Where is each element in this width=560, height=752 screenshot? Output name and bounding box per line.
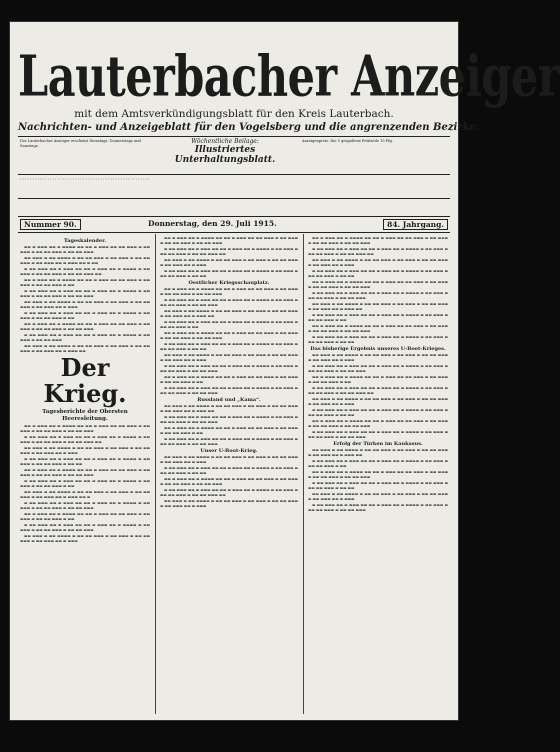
info-right: Anzeigenpreis: Die 5 gespaltene Petitzeile 15 Pfg.	[302, 139, 393, 143]
column-heading: Oestlicher Kriegsschauplatz.	[188, 280, 270, 286]
info-left: Der Lauterbacher Anzeiger erscheint Dienstags, Donnerstags und Samstags.	[20, 139, 141, 148]
war-subheadline: Tagesberichte der Obersten Heeresleitung.	[42, 409, 128, 422]
divider	[18, 198, 450, 199]
date-bar	[18, 218, 450, 230]
beilage-label: Wöchentliche Beilage:	[191, 138, 259, 145]
column-heading: Unser U-Boot-Krieg.	[200, 448, 258, 454]
column-heading: Russland und „Kama“.	[197, 397, 261, 403]
masthead-title: Lauterbacher Anzeiger	[18, 44, 560, 110]
column-middle: ▬▬ ▬ ▬▬▬ ▬▬ ▬ ▬▬▬▬ ▬▬ ▬▬ ▬ ▬▬▬ ▬▬ ▬▬ ▬▬▬ ▬ ▬▬ ▬▬▬ ▬ ▬▬ ▬▬ ▬▬▬ ▬ ▬▬ ▬▬ ▬▬▬ ▬ ▬▬ ▬▬▬ ▬▬ ▬ ▬▬▬ ▬▬ ▬▬ ▬ ▬▬▬ ▬▬ ▬ ▬▬▬▬ ▬ ▬▬ ▬▬▬ ▬ ▬▬ ▬▬ ▬▬▬ ▬ ▬▬ ▬▬ ▬▬▬ ▬▬ ▬▬ ▬▬▬ ▬ ▬▬ ▬▬▬▬ ▬ ▬▬ ▬▬ ▬▬▬ ▬ ▬▬ ▬▬▬ ▬ ▬▬ ▬▬ ▬▬▬ ▬ ▬▬ ▬▬▬ ▬▬ ▬ ▬▬▬ ▬ ▬▬ ▬▬▬ ▬▬ ▬ ▬▬▬ ▬▬ ▬▬ ▬ ▬▬▬ ▬▬ ▬ ▬▬▬▬ ▬ ▬▬ ▬▬▬ ▬ ▬▬ ▬▬ ▬▬▬ ▬ ▬▬ ▬▬ Oestlicher Kriegsschauplatz. ▬▬ ▬ ▬▬▬ ▬▬ ▬ ▬▬▬▬ ▬▬ ▬▬ ▬ ▬▬▬ ▬▬ ▬▬ ▬▬▬ ▬ ▬▬ ▬▬▬ ▬ ▬▬ ▬▬ ▬▬▬ ▬ ▬▬ ▬▬ ▬▬▬ ▬ ▬▬ ▬▬▬ ▬▬ ▬ ▬▬▬ ▬▬ ▬▬ ▬ ▬▬▬ ▬▬ ▬ ▬▬▬▬ ▬ ▬▬ ▬▬▬ ▬ ▬▬ ▬▬ ▬▬▬ ▬ ▬▬ ▬▬ ▬▬▬ ▬▬ ▬▬▬ ▬ ▬▬ ▬▬▬▬ ▬ ▬▬ ▬▬ ▬▬▬ ▬ ▬▬ ▬▬▬ ▬ ▬▬ ▬▬ ▬▬▬ ▬ ▬▬ ▬▬▬ ▬▬ ▬ ▬▬▬ ▬▬ ▬ ▬▬ ▬▬▬ ▬▬ ▬ ▬▬▬ ▬▬ ▬▬ ▬ ▬▬▬ ▬▬ ▬ ▬▬▬▬ ▬ ▬▬ ▬▬▬ ▬ ▬▬ ▬▬ ▬▬▬ ▬ ▬▬ ▬▬ ▬ ▬▬▬ ▬▬ ▬ ▬▬▬▬ ▬▬ ▬▬ ▬ ▬▬▬ ▬▬ ▬▬ ▬▬▬ ▬ ▬▬ ▬▬▬ ▬ ▬▬ ▬▬ ▬▬▬ ▬ ▬▬ ▬▬ ▬▬▬ ▬ ▬▬ ▬▬▬ ▬▬ ▬ ▬▬▬ ▬▬ ▬▬ ▬ ▬▬▬ ▬▬ ▬ ▬▬▬▬ ▬ ▬▬ ▬▬▬ ▬ ▬▬ ▬▬ ▬▬▬ ▬ ▬▬ ▬▬ ▬▬ ▬▬▬ ▬ ▬▬ ▬▬▬▬ ▬ ▬▬ ▬▬ ▬▬▬ ▬ ▬▬ ▬▬▬ ▬ ▬▬ ▬▬ ▬▬▬ ▬ ▬▬ ▬▬▬ ▬▬ ▬ ▬▬▬ ▬ ▬▬ ▬▬▬ ▬▬ ▬ ▬▬▬ ▬▬ ▬▬ ▬ ▬▬▬ ▬▬ ▬ ▬▬▬▬ ▬ ▬▬ ▬▬▬ ▬ ▬▬ ▬▬ ▬▬▬ ▬ ▬▬ ▬▬ ▬▬▬ ▬▬ ▬ ▬▬▬ ▬▬ ▬ ▬▬▬▬ ▬▬ ▬▬ ▬ ▬▬▬ ▬▬ ▬▬ ▬▬▬ ▬ ▬▬ ▬▬▬ ▬ ▬▬ ▬▬ ▬▬▬ ▬ ▬▬ ▬ ▬▬ ▬▬▬ ▬▬ ▬ ▬▬▬ ▬▬ ▬▬ ▬ ▬▬▬ ▬▬ ▬ ▬▬▬▬ ▬ ▬▬ ▬▬▬ ▬ ▬▬ ▬▬ ▬▬▬ ▬ ▬▬ ▬▬ ▬▬▬ Russland und „Kama“. ▬▬ ▬▬▬ ▬ ▬▬ ▬▬▬▬ ▬ ▬▬ ▬▬ ▬▬▬ ▬ ▬▬ ▬▬▬ ▬ ▬▬ ▬▬ ▬▬▬ ▬ ▬▬ ▬▬▬ ▬▬ ▬ ▬▬▬ ▬▬ ▬ ▬▬ ▬▬▬ ▬▬ ▬ ▬▬▬ ▬▬ ▬▬ ▬ ▬▬▬ ▬▬ ▬ ▬▬▬▬ ▬ ▬▬ ▬▬▬ ▬ ▬▬ ▬▬ ▬▬▬ ▬ ▬▬ ▬▬ ▬▬▬ ▬▬ ▬ ▬▬▬ ▬▬ ▬ ▬▬▬▬ ▬▬ ▬▬ ▬ ▬▬▬ ▬▬ ▬▬ ▬▬▬ ▬ ▬▬ ▬▬▬ ▬ ▬▬ ▬▬ ▬▬▬ ▬ ▬▬ ▬ ▬▬ ▬▬▬ ▬▬ ▬ ▬▬▬ ▬▬ ▬▬ ▬ ▬▬▬ ▬▬ ▬ ▬▬▬▬ ▬ ▬▬ ▬▬▬ ▬ ▬▬ ▬▬ ▬▬▬ ▬ ▬▬ ▬▬ ▬▬▬ Unser U-Boot-Krieg. ▬▬ ▬▬▬ ▬ ▬▬ ▬▬▬▬ ▬ ▬▬ ▬▬ ▬▬▬ ▬ ▬▬ ▬▬▬ ▬ ▬▬ ▬▬ ▬▬▬ ▬ ▬▬ ▬▬▬ ▬▬ ▬ ▬▬▬ ▬ ▬▬ ▬▬▬ ▬▬ ▬ ▬▬▬ ▬▬ ▬▬ ▬ ▬▬▬ ▬▬ ▬ ▬▬▬▬ ▬ ▬▬ ▬▬▬ ▬ ▬▬ ▬▬ ▬▬▬ ▬ ▬▬ ▬▬ ▬▬ ▬ ▬▬▬ ▬▬ ▬ ▬▬▬▬ ▬▬ ▬▬ ▬ ▬▬▬ ▬▬ ▬▬ ▬▬▬ ▬ ▬▬ ▬▬▬ ▬ ▬▬ ▬▬ ▬▬▬ ▬ ▬▬ ▬▬ ▬▬▬ ▬ ▬▬ ▬▬▬ ▬▬ ▬ ▬▬▬ ▬▬ ▬▬ ▬ ▬▬▬ ▬▬ ▬ ▬▬▬▬ ▬ ▬▬ ▬▬▬ ▬ ▬▬ ▬▬ ▬▬▬ ▬ ▬▬ ▬▬ ▬▬▬ ▬▬ ▬▬ ▬▬▬ ▬ ▬▬ ▬▬▬▬ ▬ ▬▬ ▬▬ ▬▬▬ ▬ ▬▬ ▬▬▬ ▬ ▬▬ ▬▬ ▬▬▬ ▬ ▬▬ ▬▬▬ ▬▬ ▬ ▬▬▬	[160, 236, 298, 508]
column-left: Tageskalender. ▬▬ ▬ ▬▬▬ ▬▬ ▬ ▬▬▬▬ ▬▬ ▬▬ ▬ ▬▬▬ ▬▬ ▬▬ ▬▬▬ ▬ ▬▬ ▬▬▬ ▬ ▬▬ ▬▬ ▬▬▬ ▬ ▬▬ ▬▬ ▬▬▬ ▬▬ ▬▬▬ ▬ ▬▬ ▬▬▬▬ ▬ ▬▬ ▬▬ ▬▬▬ ▬ ▬▬ ▬▬▬ ▬ ▬▬ ▬▬ ▬▬▬ ▬ ▬▬ ▬▬▬ ▬▬ ▬ ▬▬▬ ▬▬ ▬ ▬▬ ▬ ▬▬ ▬▬▬ ▬▬ ▬ ▬▬▬ ▬▬ ▬▬ ▬ ▬▬▬ ▬▬ ▬ ▬▬▬▬ ▬ ▬▬ ▬▬▬ ▬ ▬▬ ▬▬ ▬▬▬ ▬ ▬▬ ▬▬ ▬▬▬ ▬▬ ▬▬ ▬ ▬▬▬ ▬▬ ▬ ▬▬▬▬ ▬▬ ▬▬ ▬ ▬▬▬ ▬▬ ▬▬ ▬▬▬ ▬ ▬▬ ▬▬▬ ▬ ▬▬ ▬▬ ▬▬▬ ▬ ▬▬ ▬ ▬▬ ▬▬▬ ▬▬ ▬ ▬▬▬ ▬▬ ▬▬ ▬ ▬▬▬ ▬▬ ▬ ▬▬▬▬ ▬ ▬▬ ▬▬▬ ▬ ▬▬ ▬▬ ▬▬▬ ▬ ▬▬ ▬▬ ▬▬▬ ▬▬ ▬▬▬ ▬ ▬▬ ▬▬▬▬ ▬ ▬▬ ▬▬ ▬▬▬ ▬ ▬▬ ▬▬▬ ▬ ▬▬ ▬▬ ▬▬▬ ▬ ▬▬ ▬▬▬ ▬▬ ▬ ▬▬▬ ▬ ▬▬ ▬▬▬ ▬▬ ▬ ▬▬▬ ▬▬ ▬▬ ▬ ▬▬▬ ▬▬ ▬ ▬▬▬▬ ▬ ▬▬ ▬▬▬ ▬ ▬▬ ▬▬ ▬▬▬ ▬ ▬▬ ▬▬ ▬ ▬▬▬ ▬▬ ▬ ▬▬▬▬ ▬▬ ▬▬ ▬ ▬▬▬ ▬▬ ▬▬ ▬▬▬ ▬ ▬▬ ▬▬▬ ▬ ▬▬ ▬▬ ▬▬▬ ▬ ▬▬ ▬▬ ▬▬▬ ▬ ▬▬ ▬▬▬ ▬▬ ▬ ▬▬▬ ▬▬ ▬▬ ▬ ▬▬▬ ▬▬ ▬ ▬▬▬▬ ▬ ▬▬ ▬▬▬ ▬ ▬▬ ▬▬ ▬▬▬ ▬▬ ▬▬▬ ▬ ▬▬ ▬▬▬▬ ▬ ▬▬ ▬▬ ▬▬▬ ▬ ▬▬ ▬▬▬ ▬ ▬▬ ▬▬ ▬▬▬ ▬ ▬▬ ▬▬▬ ▬▬ ▬ ▬▬▬ ▬▬ Der Krieg. Tagesberichte der Obersten Heeresleitung. ▬▬ ▬ ▬▬▬ ▬▬ ▬ ▬▬▬▬ ▬▬ ▬▬ ▬ ▬▬▬ ▬▬ ▬▬ ▬▬▬ ▬ ▬▬ ▬▬▬ ▬ ▬▬ ▬▬ ▬▬▬ ▬ ▬▬ ▬▬ ▬▬▬ ▬ ▬▬ ▬▬▬ ▬▬ ▬ ▬▬▬ ▬▬ ▬▬ ▬ ▬▬▬ ▬▬ ▬ ▬▬▬▬ ▬ ▬▬ ▬▬▬ ▬ ▬▬ ▬▬ ▬▬▬ ▬ ▬▬ ▬▬ ▬▬▬ ▬▬ ▬▬ ▬▬▬ ▬ ▬▬ ▬▬▬▬ ▬ ▬▬ ▬▬ ▬▬▬ ▬ ▬▬ ▬▬▬ ▬ ▬▬ ▬▬ ▬▬▬ ▬ ▬▬ ▬▬▬ ▬▬ ▬ ▬▬▬ ▬ ▬▬ ▬▬▬ ▬▬ ▬ ▬▬▬ ▬▬ ▬▬ ▬ ▬▬▬ ▬▬ ▬ ▬▬▬▬ ▬ ▬▬ ▬▬▬ ▬ ▬▬ ▬▬ ▬▬▬ ▬ ▬▬ ▬▬ ▬▬ ▬ ▬▬▬ ▬▬ ▬ ▬▬▬▬ ▬▬ ▬▬ ▬ ▬▬▬ ▬▬ ▬▬ ▬▬▬ ▬ ▬▬ ▬▬▬ ▬ ▬▬ ▬▬ ▬▬▬ ▬ ▬▬ ▬▬ ▬▬▬ ▬ ▬▬ ▬▬▬ ▬▬ ▬ ▬▬▬ ▬▬ ▬▬ ▬ ▬▬▬ ▬▬ ▬ ▬▬▬▬ ▬ ▬▬ ▬▬▬ ▬ ▬▬ ▬▬ ▬▬▬ ▬ ▬▬ ▬▬ ▬▬▬ ▬ ▬▬ ▬▬▬▬ ▬ ▬▬ ▬▬ ▬▬▬ ▬ ▬▬ ▬▬▬ ▬ ▬▬ ▬▬ ▬▬▬ ▬ ▬▬ ▬▬▬ ▬▬ ▬ ▬▬▬ ▬▬ ▬ ▬ ▬▬ ▬▬▬ ▬▬ ▬ ▬▬▬ ▬▬ ▬▬ ▬ ▬▬▬ ▬▬ ▬ ▬▬▬▬ ▬ ▬▬ ▬▬▬ ▬ ▬▬ ▬▬ ▬▬▬ ▬ ▬▬ ▬▬ ▬▬▬ ▬▬ ▬ ▬▬▬ ▬▬ ▬ ▬▬▬▬ ▬▬ ▬▬ ▬ ▬▬▬ ▬▬ ▬▬ ▬▬▬ ▬ ▬▬ ▬▬▬ ▬ ▬▬ ▬▬ ▬▬▬ ▬ ▬▬ ▬ ▬▬ ▬▬▬ ▬▬ ▬ ▬▬▬ ▬▬ ▬▬ ▬ ▬▬▬ ▬▬ ▬ ▬▬▬▬ ▬ ▬▬ ▬▬▬ ▬ ▬▬ ▬▬ ▬▬▬ ▬ ▬▬ ▬▬ ▬▬▬ ▬▬ ▬▬▬ ▬ ▬▬ ▬▬▬▬ ▬ ▬▬ ▬▬ ▬▬▬ ▬ ▬▬ ▬▬▬ ▬ ▬▬ ▬▬ ▬▬▬ ▬ ▬▬ ▬▬▬ ▬▬ ▬ ▬▬▬	[20, 238, 150, 543]
column-heading: Das bisherige Ergebnis unseres U-Boot-Krieges.	[310, 346, 446, 352]
column-divider	[303, 234, 304, 714]
issue-date: Donnerstag, den 29. Juli 1915.	[148, 219, 277, 228]
column-heading: Erfolg der Türken im Kaukasus.	[333, 441, 423, 447]
divider	[18, 232, 450, 233]
issue-number: Nummer 90.	[20, 219, 81, 230]
issue-year: 84. Jahrgang.	[383, 219, 448, 230]
divider	[18, 216, 450, 217]
column-heading: Tageskalender.	[64, 238, 106, 244]
masthead-subtitle-2: Nachrichten- und Anzeigeblatt für den Vogelsberg und die angrenzenden Bezirke.	[18, 122, 480, 133]
beilage-title: Illustriertes Unterhaltungsblatt.	[174, 145, 276, 165]
newspaper-page	[10, 22, 560, 720]
divider	[18, 174, 450, 175]
beilage-box	[160, 138, 290, 165]
war-headline: Der Krieg.	[43, 353, 127, 408]
masthead-subtitle: mit dem Amtsverkündigungsblatt für den Kreis Lauterbach.	[74, 108, 394, 120]
column-right: ▬▬ ▬ ▬▬▬ ▬▬ ▬ ▬▬▬▬ ▬▬ ▬▬ ▬ ▬▬▬ ▬▬ ▬▬ ▬▬▬ ▬ ▬▬ ▬▬▬ ▬ ▬▬ ▬▬ ▬▬▬ ▬ ▬▬ ▬▬ ▬▬▬ ▬ ▬▬ ▬▬▬ ▬▬ ▬ ▬▬▬ ▬▬ ▬▬ ▬ ▬▬▬ ▬▬ ▬ ▬▬▬▬ ▬ ▬▬ ▬▬▬ ▬ ▬▬ ▬▬ ▬▬▬ ▬ ▬▬ ▬▬ ▬▬▬ ▬▬ ▬▬ ▬▬▬ ▬ ▬▬ ▬▬▬▬ ▬ ▬▬ ▬▬ ▬▬▬ ▬ ▬▬ ▬▬▬ ▬ ▬▬ ▬▬ ▬▬▬ ▬ ▬▬ ▬▬▬ ▬▬ ▬ ▬▬▬ ▬ ▬▬ ▬▬▬ ▬▬ ▬ ▬▬▬ ▬▬ ▬▬ ▬ ▬▬▬ ▬▬ ▬ ▬▬▬▬ ▬ ▬▬ ▬▬▬ ▬ ▬▬ ▬▬ ▬▬▬ ▬ ▬▬ ▬▬ ▬▬ ▬ ▬▬▬ ▬▬ ▬ ▬▬▬▬ ▬▬ ▬▬ ▬ ▬▬▬ ▬▬ ▬▬ ▬▬▬ ▬ ▬▬ ▬▬▬ ▬ ▬▬ ▬▬ ▬▬▬ ▬ ▬▬ ▬▬ ▬▬▬ ▬ ▬▬ ▬▬▬ ▬▬ ▬ ▬▬▬ ▬▬ ▬▬ ▬ ▬▬▬ ▬▬ ▬ ▬▬▬▬ ▬ ▬▬ ▬▬▬ ▬ ▬▬ ▬▬ ▬▬▬ ▬ ▬▬ ▬▬ ▬▬▬ ▬▬ ▬▬▬ ▬ ▬▬ ▬▬▬▬ ▬ ▬▬ ▬▬ ▬▬▬ ▬ ▬▬ ▬▬▬ ▬ ▬▬ ▬▬ ▬▬▬ ▬ ▬▬ ▬▬▬ ▬▬ ▬ ▬▬▬ ▬▬ ▬ ▬▬ ▬▬▬ ▬▬ ▬ ▬▬▬ ▬▬ ▬▬ ▬ ▬▬▬ ▬▬ ▬ ▬▬▬▬ ▬ ▬▬ ▬▬▬ ▬ ▬▬ ▬▬ ▬▬▬ ▬ ▬▬ ▬▬ ▬ ▬▬▬ ▬▬ ▬ ▬▬▬▬ ▬▬ ▬▬ ▬ ▬▬▬ ▬▬ ▬▬ ▬▬▬ ▬ ▬▬ ▬▬▬ ▬ ▬▬ ▬▬ ▬▬▬ ▬ ▬▬ ▬▬ ▬▬▬ ▬ ▬▬ ▬▬▬ ▬▬ ▬ ▬▬▬ ▬▬ ▬▬ ▬ ▬▬▬ ▬▬ ▬ ▬▬▬▬ ▬ ▬▬ ▬▬▬ ▬ ▬▬ ▬▬ ▬▬▬ ▬ ▬▬ ▬▬ Das bisherige Ergebnis unseres U-Boot-Krieges. ▬▬ ▬▬▬ ▬ ▬▬ ▬▬▬▬ ▬ ▬▬ ▬▬ ▬▬▬ ▬ ▬▬ ▬▬▬ ▬ ▬▬ ▬▬ ▬▬▬ ▬ ▬▬ ▬▬▬ ▬▬ ▬ ▬▬▬ ▬ ▬▬ ▬▬▬ ▬▬ ▬ ▬▬▬ ▬▬ ▬▬ ▬ ▬▬▬ ▬▬ ▬ ▬▬▬▬ ▬ ▬▬ ▬▬▬ ▬ ▬▬ ▬▬ ▬▬▬ ▬ ▬▬ ▬▬ ▬▬▬ ▬▬ ▬ ▬▬▬ ▬▬ ▬ ▬▬▬▬ ▬▬ ▬▬ ▬ ▬▬▬ ▬▬ ▬▬ ▬▬▬ ▬ ▬▬ ▬▬▬ ▬ ▬▬ ▬▬ ▬▬▬ ▬ ▬▬ ▬ ▬▬ ▬▬▬ ▬▬ ▬ ▬▬▬ ▬▬ ▬▬ ▬ ▬▬▬ ▬▬ ▬ ▬▬▬▬ ▬ ▬▬ ▬▬▬ ▬ ▬▬ ▬▬ ▬▬▬ ▬ ▬▬ ▬▬ ▬▬▬ ▬▬ ▬▬ ▬▬▬ ▬ ▬▬ ▬▬▬▬ ▬ ▬▬ ▬▬ ▬▬▬ ▬ ▬▬ ▬▬▬ ▬ ▬▬ ▬▬ ▬▬▬ ▬ ▬▬ ▬▬▬ ▬▬ ▬ ▬▬▬ ▬ ▬▬ ▬▬▬ ▬▬ ▬ ▬▬▬ ▬▬ ▬▬ ▬ ▬▬▬ ▬▬ ▬ ▬▬▬▬ ▬ ▬▬ ▬▬▬ ▬ ▬▬ ▬▬ ▬▬▬ ▬ ▬▬ ▬▬ ▬▬ ▬ ▬▬▬ ▬▬ ▬ ▬▬▬▬ ▬▬ ▬▬ ▬ ▬▬▬ ▬▬ ▬▬ ▬▬▬ ▬ ▬▬ ▬▬▬ ▬ ▬▬ ▬▬ ▬▬▬ ▬ ▬▬ ▬▬ ▬▬▬ ▬ ▬▬ ▬▬▬ ▬▬ ▬ ▬▬▬ ▬▬ ▬▬ ▬ ▬▬▬ ▬▬ ▬ ▬▬▬▬ ▬ ▬▬ ▬▬▬ ▬ ▬▬ ▬▬ ▬▬▬ ▬ ▬▬ ▬▬ ▬▬▬ Erfolg der Türken im Kaukasus. ▬▬ ▬▬▬ ▬ ▬▬ ▬▬▬▬ ▬ ▬▬ ▬▬ ▬▬▬ ▬ ▬▬ ▬▬▬ ▬ ▬▬ ▬▬ ▬▬▬ ▬ ▬▬ ▬▬▬ ▬▬ ▬ ▬▬▬ ▬▬ ▬ ▬▬ ▬▬▬ ▬▬ ▬ ▬▬▬ ▬▬ ▬▬ ▬ ▬▬▬ ▬▬ ▬ ▬▬▬▬ ▬ ▬▬ ▬▬▬ ▬ ▬▬ ▬▬ ▬▬▬ ▬ ▬▬ ▬▬ ▬ ▬▬▬ ▬▬ ▬ ▬▬▬▬ ▬▬ ▬▬ ▬ ▬▬▬ ▬▬ ▬▬ ▬▬▬ ▬ ▬▬ ▬▬▬ ▬ ▬▬ ▬▬ ▬▬▬ ▬ ▬▬ ▬▬ ▬▬▬ ▬ ▬▬ ▬▬▬ ▬▬ ▬ ▬▬▬ ▬▬ ▬▬ ▬ ▬▬▬ ▬▬ ▬ ▬▬▬▬ ▬ ▬▬ ▬▬▬ ▬ ▬▬ ▬▬ ▬▬▬ ▬ ▬▬ ▬▬ ▬▬ ▬▬▬ ▬ ▬▬ ▬▬▬▬ ▬ ▬▬ ▬▬ ▬▬▬ ▬ ▬▬ ▬▬▬ ▬ ▬▬ ▬▬ ▬▬▬ ▬ ▬▬ ▬▬▬ ▬▬ ▬ ▬▬▬ ▬ ▬▬ ▬▬▬ ▬▬ ▬ ▬▬▬ ▬▬ ▬▬ ▬ ▬▬▬ ▬▬ ▬ ▬▬▬▬ ▬ ▬▬ ▬▬▬ ▬ ▬▬ ▬▬ ▬▬▬ ▬ ▬▬ ▬▬ ▬▬▬	[308, 236, 448, 512]
column-divider	[155, 234, 156, 714]
notice-band: ‹ ‹ ‹ ‹ ‹ ‹ ‹ ‹ ‹ ‹ ‹ ‹ ‹ ‹ ‹ ‹ ‹ ‹ ‹ ‹ ‹ ‹ ‹ ‹ ‹ ‹ ‹ ‹ ‹ ‹ ‹ ‹ ‹ ‹ ‹ ‹ ‹ ‹ ‹ ‹ ‹ ‹ ‹ ‹ ‹ ‹ ‹ ‹ ‹ ‹ ‹ ‹	[20, 177, 150, 181]
divider	[18, 136, 450, 137]
